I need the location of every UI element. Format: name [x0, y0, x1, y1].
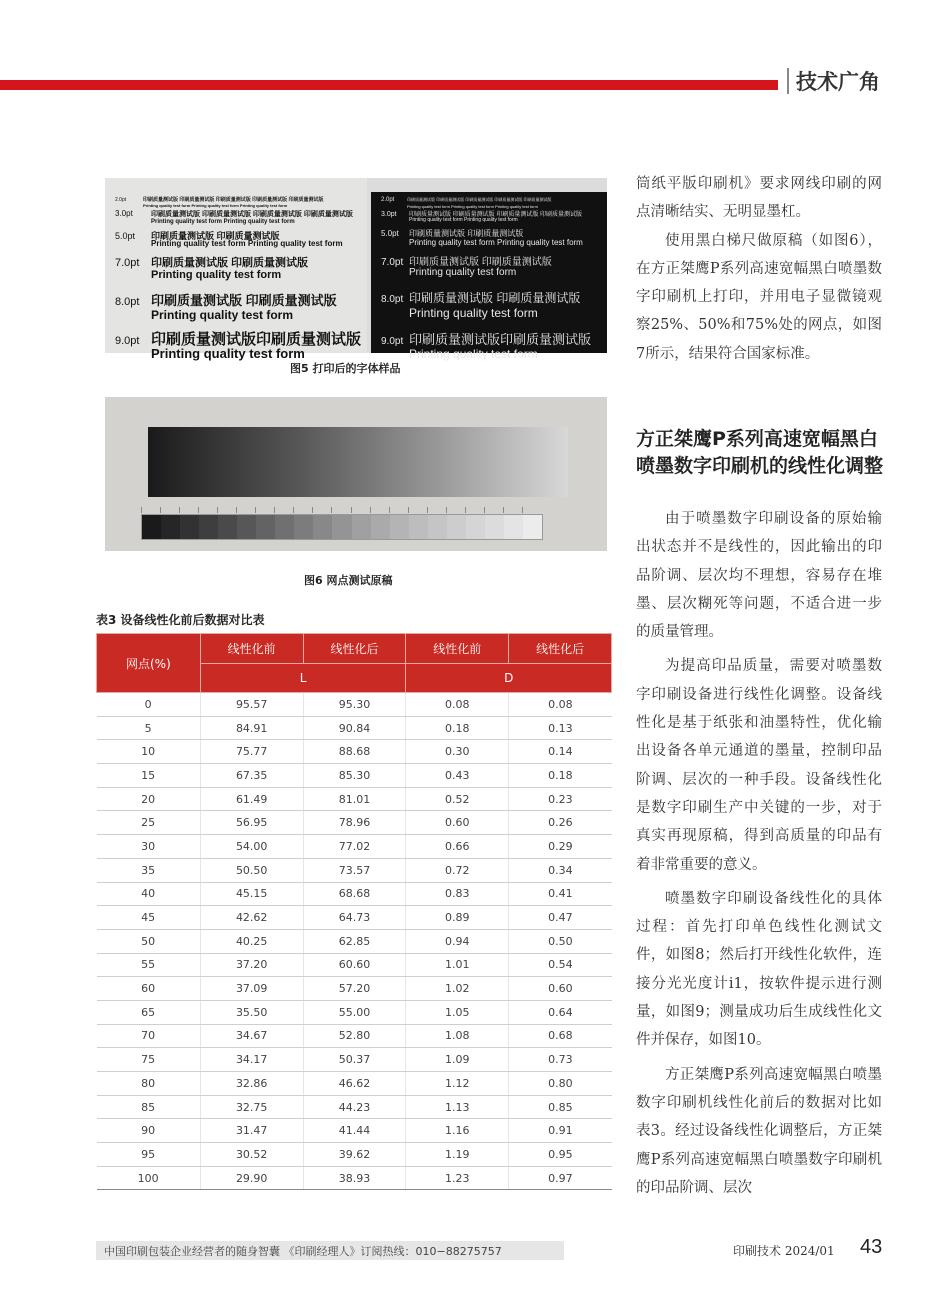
table-cell: 1.01 [406, 953, 509, 977]
table-cell: 25 [97, 811, 201, 835]
table-cell: 0.91 [509, 1119, 612, 1143]
table-row [97, 764, 612, 788]
table-cell: 100 [97, 1166, 201, 1190]
font-row-5pt-reverse: 5.0pt 印刷质量测试版 印刷质量测试版 [381, 229, 524, 238]
table-cell: 30.52 [200, 1143, 303, 1167]
table-cell: 0.73 [509, 1048, 612, 1072]
table-row [97, 882, 612, 906]
table-cell: 37.20 [200, 953, 303, 977]
table-cell: 39.62 [303, 1143, 406, 1167]
table-cell: 90 [97, 1119, 201, 1143]
header-L-before: 线性化前 [200, 634, 303, 664]
font-row-2pt-reverse: 2.0pt 印刷质量测试版 印刷质量测试版 印刷质量测试版 印刷质量测试版 印刷质量测试版 [381, 197, 552, 203]
table-cell: 90.84 [303, 716, 406, 740]
table-cell: 40.25 [200, 929, 303, 953]
table-cell: 0.72 [406, 858, 509, 882]
table-row [97, 1072, 612, 1096]
table-cell: 0.29 [509, 835, 612, 859]
table-cell: 95.57 [200, 693, 303, 717]
table-cell: 0.60 [509, 977, 612, 1001]
table-cell: 84.91 [200, 716, 303, 740]
table-row [97, 693, 612, 717]
table-cell: 10 [97, 740, 201, 764]
table-cell: 73.57 [303, 858, 406, 882]
table-cell: 0.89 [406, 906, 509, 930]
table-cell: 0.18 [509, 764, 612, 788]
font-row-9pt: 9.0pt 印刷质量测试版印刷质量测试版 [115, 331, 362, 348]
text-column-top [636, 170, 882, 368]
table-cell: 45 [97, 906, 201, 930]
table-row [97, 1048, 612, 1072]
table-cell: 52.80 [303, 1024, 406, 1048]
table-cell: 0.83 [406, 882, 509, 906]
header-D-before: 线性化前 [406, 634, 509, 664]
table-cell: 60 [97, 977, 201, 1001]
table-row [97, 906, 612, 930]
paragraph-2: 使用黑白梯尺做原稿（如图6），在方正桀鹰P系列高速宽幅黑白喷墨数字印刷机上打印，并用电子显微镜观察25%、50%和75%处的网点，如图7所示，结果符合国家标准。 [636, 232, 882, 362]
table-cell: 70 [97, 1024, 201, 1048]
table-cell: 68.68 [303, 882, 406, 906]
table-cell: 45.15 [200, 882, 303, 906]
header-dot-percent: 网点(%) [97, 634, 201, 693]
table-cell: 78.96 [303, 811, 406, 835]
table-row [97, 1143, 612, 1167]
table-cell: 15 [97, 764, 201, 788]
table-cell: 5 [97, 716, 201, 740]
table-row [97, 1095, 612, 1119]
table-cell: 44.23 [303, 1095, 406, 1119]
table-cell: 55 [97, 953, 201, 977]
table-cell: 65 [97, 1000, 201, 1024]
header-separator [787, 68, 789, 94]
table-cell: 77.02 [303, 835, 406, 859]
paragraph-3: 由于喷墨数字印刷设备的原始输出状态并不是线性的，因此输出的印品阶调、层次均不理想，容易存在堆墨、层次糊死等问题，不适合进一步的质量管理。 [636, 511, 882, 641]
table-cell: 41.44 [303, 1119, 406, 1143]
table-cell: 34.67 [200, 1024, 303, 1048]
table-cell: 54.00 [200, 835, 303, 859]
footer-slogan: 中国印刷包装企业经营者的随身智囊 《印刷经理人》订阅热线：010−88275757 [104, 1245, 502, 1258]
section-title: 技术广角 [796, 70, 880, 94]
table-cell: 1.09 [406, 1048, 509, 1072]
text-column-bottom [636, 505, 882, 1202]
table-cell: 0.30 [406, 740, 509, 764]
table-body [97, 693, 612, 1190]
table-cell: 50.50 [200, 858, 303, 882]
table-cell: 34.17 [200, 1048, 303, 1072]
page-number: 43 [860, 1236, 883, 1258]
table-cell: 0.80 [509, 1072, 612, 1096]
table-cell: 0.18 [406, 716, 509, 740]
table-row [97, 716, 612, 740]
table-row [97, 811, 612, 835]
figure5-caption: 图5 打印后的字体样品 [290, 362, 401, 375]
font-row-9pt-reverse: 9.0pt 印刷质量测试版印刷质量测试版 [381, 332, 592, 347]
table-cell: 75.77 [200, 740, 303, 764]
table-cell: 0.13 [509, 716, 612, 740]
table-cell: 0.23 [509, 787, 612, 811]
table-cell: 61.49 [200, 787, 303, 811]
table-cell: 60.60 [303, 953, 406, 977]
table-cell: 88.68 [303, 740, 406, 764]
table-row [97, 929, 612, 953]
font-row-2pt: 2.0pt 印刷质量测试版 印刷质量测试版 印刷质量测试版 印刷质量测试版 印刷质量测试版 [115, 197, 324, 203]
table-cell: 0.43 [406, 764, 509, 788]
paragraph-4: 为提高印品质量，需要对喷墨数字印刷设备进行线性化调整。设备线性化是基于纸张和油墨特性，优化输出设备各单元通道的墨量，控制印品阶调、层次的一种手段。设备线性化是数字印刷生产中关键的一步，对于真实再现原稿，得到高质量的印品有着非常重要的意义。 [636, 658, 882, 873]
table-cell: 0.95 [509, 1143, 612, 1167]
header-D-after: 线性化后 [509, 634, 612, 664]
table-cell: 85.30 [303, 764, 406, 788]
font-row-5pt-en: Printing quality test form Printing quality test form [151, 239, 343, 248]
table-cell: 1.12 [406, 1072, 509, 1096]
table-row [97, 953, 612, 977]
table-cell: 32.86 [200, 1072, 303, 1096]
table-cell: 37.09 [200, 977, 303, 1001]
table-cell: 1.05 [406, 1000, 509, 1024]
header-L-after: 线性化后 [303, 634, 406, 664]
table-row [97, 858, 612, 882]
table-cell: 1.02 [406, 977, 509, 1001]
table-cell: 0.52 [406, 787, 509, 811]
table-cell: 67.35 [200, 764, 303, 788]
table-cell: 42.62 [200, 906, 303, 930]
figure6-caption: 图6 网点测试原稿 [304, 574, 393, 587]
font-row-3pt: 3.0pt 印刷质量测试版 印刷质量测试版 印刷质量测试版 印刷质量测试版 [115, 209, 353, 218]
table-cell: 0.54 [509, 953, 612, 977]
section-heading: 方正桀鹰P系列高速宽幅黑白喷墨数字印刷机的线性化调整 [636, 428, 884, 477]
font-row-8pt-en: Printing quality test form [151, 308, 294, 322]
table-cell: 57.20 [303, 977, 406, 1001]
paragraph-1: 筒纸平版印刷机》要求网线印刷的网点清晰结实、无明显墨杠。 [636, 176, 882, 221]
data-table [96, 633, 612, 1190]
paragraph-5: 喷墨数字印刷设备线性化的具体过程：首先打印单色线性化测试文件，如图8；然后打开线性化软件，连接分光光度计i1，按软件提示进行测量，如图9；测量成功后生成线性化文件并保存，如图10。 [636, 890, 882, 1049]
font-row-5pt-en-reverse: Printing quality test form Printing quality test form [409, 238, 583, 247]
table-cell: 0.64 [509, 1000, 612, 1024]
font-row-7pt: 7.0pt 印刷质量测试版 印刷质量测试版 [115, 257, 309, 269]
table-cell: 95 [97, 1143, 201, 1167]
table-cell: 0.47 [509, 906, 612, 930]
font-row-3pt-en: Printing quality test form Printing quality test form [151, 219, 295, 225]
table-row [97, 787, 612, 811]
table-cell: 64.73 [303, 906, 406, 930]
font-row-5pt: 5.0pt 印刷质量测试版 印刷质量测试版 [115, 231, 280, 241]
font-row-7pt-reverse: 7.0pt 印刷质量测试版 印刷质量测试版 [381, 257, 552, 268]
step-ticks [141, 507, 541, 513]
table-cell: 95.30 [303, 693, 406, 717]
table-cell: 32.75 [200, 1095, 303, 1119]
font-row-8pt-en-reverse: Printing quality test form [409, 306, 538, 320]
gradient-strip [148, 427, 568, 497]
paragraph-6: 方正桀鹰P系列高速宽幅黑白喷墨数字印刷机线性化前后的数据对比如表3。经过设备线性化调整后，方正桀鹰P系列高速宽幅黑白喷墨数字印刷机的印品阶调、层次 [636, 1066, 882, 1196]
font-row-2pt-en-reverse: Printing quality test form Printing quality test form Printing quality test form [407, 204, 538, 209]
table-cell: 35.50 [200, 1000, 303, 1024]
font-row-8pt: 8.0pt 印刷质量测试版 印刷质量测试版 [115, 293, 337, 308]
table-cell: 30 [97, 835, 201, 859]
table-cell: 31.47 [200, 1119, 303, 1143]
table-cell: 38.93 [303, 1166, 406, 1190]
header-red-bar [0, 80, 778, 90]
table-title: 表3 设备线性化前后数据对比表 [96, 613, 265, 627]
table-cell: 1.08 [406, 1024, 509, 1048]
table-cell: 55.00 [303, 1000, 406, 1024]
table-cell: 0.34 [509, 858, 612, 882]
font-row-8pt-reverse: 8.0pt 印刷质量测试版 印刷质量测试版 [381, 291, 581, 305]
table-cell: 29.90 [200, 1166, 303, 1190]
table-cell: 0.08 [406, 693, 509, 717]
table-cell: 0.41 [509, 882, 612, 906]
font-row-9pt-en-reverse: Printing quality test form [409, 347, 538, 361]
table-cell: 0.97 [509, 1166, 612, 1190]
table-row [97, 1000, 612, 1024]
table-cell: 20 [97, 787, 201, 811]
table-cell: 0.08 [509, 693, 612, 717]
header-group-D: D [406, 664, 612, 693]
font-row-2pt-en: Printing quality test form Printing quality test form Printing quality test form [143, 203, 288, 208]
figure5-white-panel [105, 178, 367, 361]
font-row-7pt-en: Printing quality test form [151, 269, 282, 281]
table-cell: 0.26 [509, 811, 612, 835]
table-cell: 1.19 [406, 1143, 509, 1167]
figure6-image [105, 397, 607, 551]
figure5-image [105, 178, 607, 361]
font-row-3pt-reverse: 3.0pt 印刷质量测试版 印刷质量测试版 印刷质量测试版 印刷质量测试版 [381, 211, 583, 218]
header-group-L: L [200, 664, 406, 693]
font-row-9pt-en: Printing quality test form [151, 346, 305, 361]
table-cell: 1.16 [406, 1119, 509, 1143]
table-cell: 35 [97, 858, 201, 882]
table-cell: 40 [97, 882, 201, 906]
table-cell: 80 [97, 1072, 201, 1096]
step-wedge [141, 514, 543, 540]
table-cell: 81.01 [303, 787, 406, 811]
table-cell: 0.94 [406, 929, 509, 953]
footer-magazine: 印刷技术 2024/01 [733, 1244, 835, 1258]
table-row [97, 1166, 612, 1190]
table-cell: 75 [97, 1048, 201, 1072]
table-cell: 56.95 [200, 811, 303, 835]
table-cell: 0 [97, 693, 201, 717]
table-row [97, 835, 612, 859]
table-cell: 50 [97, 929, 201, 953]
table-cell: 0.66 [406, 835, 509, 859]
table-cell: 0.14 [509, 740, 612, 764]
table-row [97, 977, 612, 1001]
table-cell: 50.37 [303, 1048, 406, 1072]
table-cell: 0.50 [509, 929, 612, 953]
font-row-7pt-en-reverse: Printing quality test form [409, 267, 517, 278]
font-row-3pt-en-reverse: Printing quality test form Printing quality test form [409, 217, 518, 223]
table-cell: 46.62 [303, 1072, 406, 1096]
table-cell: 1.23 [406, 1166, 509, 1190]
table-row [97, 1119, 612, 1143]
table-row [97, 740, 612, 764]
figure5-black-panel [371, 192, 607, 361]
table-cell: 85 [97, 1095, 201, 1119]
table-row [97, 1024, 612, 1048]
table-cell: 0.60 [406, 811, 509, 835]
table-cell: 1.13 [406, 1095, 509, 1119]
table-cell: 0.68 [509, 1024, 612, 1048]
table-cell: 62.85 [303, 929, 406, 953]
table-cell: 0.85 [509, 1095, 612, 1119]
